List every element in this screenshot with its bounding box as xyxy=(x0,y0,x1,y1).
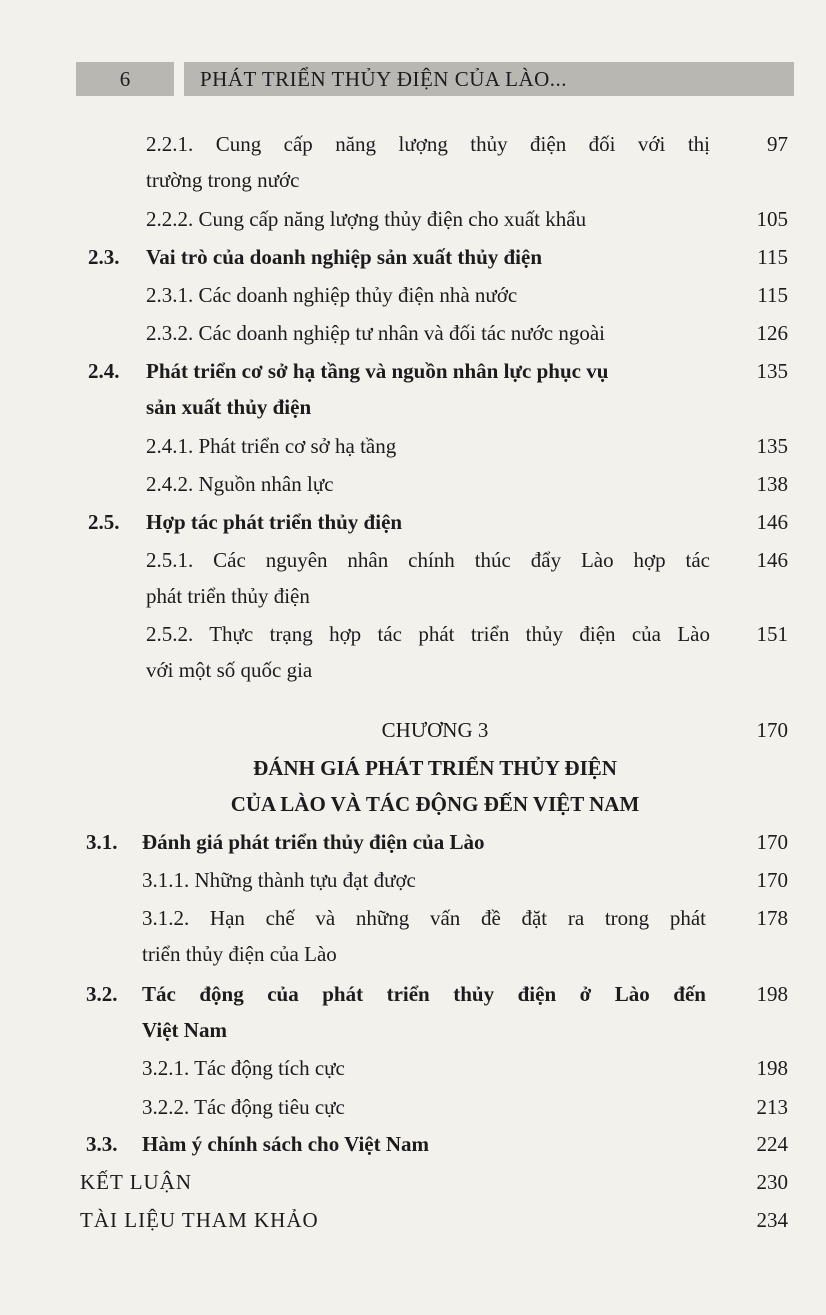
toc-page-3-1: 170 xyxy=(756,830,788,854)
toc-page-2-3-1: 115 xyxy=(757,283,788,307)
toc-page-3-2: 198 xyxy=(756,982,788,1006)
toc-page-2-2-2: 105 xyxy=(756,207,788,231)
toc-page-3-3: 224 xyxy=(756,1132,788,1156)
toc-entry-2-5-2-line2: với một số quốc gia xyxy=(146,658,313,682)
toc-section-3-2-line2: Việt Nam xyxy=(142,1018,227,1042)
toc-page-3-2-2: 213 xyxy=(756,1095,788,1119)
toc-page-2-3: 115 xyxy=(757,245,788,269)
toc-entry-2-4-2: 2.4.2. Nguồn nhân lực xyxy=(146,472,334,496)
toc-entry-2-4-1: 2.4.1. Phát triển cơ sở hạ tầng xyxy=(146,434,397,458)
toc-entry-2-2-2: 2.2.2. Cung cấp năng lượng thủy điện cho xuất khẩu xyxy=(146,207,587,231)
toc-section-number: 3.3. xyxy=(86,1132,118,1156)
toc-section-number: 2.4. xyxy=(88,359,120,383)
toc-entry-3-1-1: 3.1.1. Những thành tựu đạt được xyxy=(142,868,416,892)
toc-entry-3-1-2-line2: triển thủy điện của Lào xyxy=(142,942,337,966)
toc-section-number: 2.3. xyxy=(88,245,120,269)
running-header xyxy=(76,62,794,96)
toc-page-3-1-2: 178 xyxy=(756,906,788,930)
toc-entry-2-5-1-line1: 2.5.1. Các nguyên nhân chính thúc đẩy Lào hợp tác xyxy=(146,548,710,572)
toc-section-number: 2.5. xyxy=(88,510,120,534)
toc-section-3-2-line1: Tác động của phát triển thủy điện ở Lào đến xyxy=(142,982,706,1006)
toc-entry-2-5-1-line2: phát triển thủy điện xyxy=(146,584,310,608)
toc-page-2-4-2: 138 xyxy=(756,472,788,496)
toc-entry-2-2-1-line1: 2.2.1. Cung cấp năng lượng thủy điện đối với thị xyxy=(146,132,710,156)
toc-section-2-3: Vai trò của doanh nghiệp sản xuất thủy điện xyxy=(146,245,543,269)
toc-page-conclusion: 230 xyxy=(756,1170,788,1194)
chapter-3-heading: CHƯƠNG 3 xyxy=(381,718,489,742)
toc-page-2-4: 135 xyxy=(756,359,788,383)
toc-entry-3-2-1: 3.2.1. Tác động tích cực xyxy=(142,1056,345,1080)
toc-page-2-5-2: 151 xyxy=(756,622,788,646)
header-gap xyxy=(174,62,184,96)
toc-section-2-4-line1: Phát triển cơ sở hạ tầng và nguồn nhân lực phục vụ xyxy=(146,359,609,383)
toc-entry-2-3-1: 2.3.1. Các doanh nghiệp thủy điện nhà nước xyxy=(146,283,518,307)
page-number: 6 xyxy=(76,62,174,96)
toc-section-number: 3.1. xyxy=(86,830,118,854)
toc-section-3-1: Đánh giá phát triển thủy điện của Lào xyxy=(142,830,485,854)
running-title: PHÁT TRIỂN THỦY ĐIỆN CỦA LÀO... xyxy=(184,62,794,96)
toc-page-chapter-3: 170 xyxy=(756,718,788,742)
toc-page-2-4-1: 135 xyxy=(756,434,788,458)
toc-entry-3-1-2-line1: 3.1.2. Hạn chế và những vấn đề đặt ra trong phát xyxy=(142,906,706,930)
toc-page-2-3-2: 126 xyxy=(756,321,788,345)
toc-section-2-5: Hợp tác phát triển thủy điện xyxy=(146,510,403,534)
chapter-3-title-line2: CỦA LÀO VÀ TÁC ĐỘNG ĐẾN VIỆT NAM xyxy=(230,792,640,816)
toc-references: TÀI LIỆU THAM KHẢO xyxy=(80,1208,319,1232)
toc-page-3-2-1: 198 xyxy=(756,1056,788,1080)
toc-entry-3-2-2: 3.2.2. Tác động tiêu cực xyxy=(142,1095,345,1119)
toc-section-3-3: Hàm ý chính sách cho Việt Nam xyxy=(142,1132,430,1156)
toc-section-number: 3.2. xyxy=(86,982,118,1006)
toc-page-2-5-1: 146 xyxy=(756,548,788,572)
toc-entry-2-3-2: 2.3.2. Các doanh nghiệp tư nhân và đối tác nước ngoài xyxy=(146,321,606,345)
toc-section-2-4-line2: sản xuất thủy điện xyxy=(146,395,312,419)
toc-entry-2-2-1-line2: trường trong nước xyxy=(146,168,300,192)
toc-page-2-5: 146 xyxy=(756,510,788,534)
toc-page-3-1-1: 170 xyxy=(756,868,788,892)
toc-entry-2-5-2-line1: 2.5.2. Thực trạng hợp tác phát triển thủy điện của Lào xyxy=(146,622,710,646)
chapter-3-title-line1: ĐÁNH GIÁ PHÁT TRIỂN THỦY ĐIỆN xyxy=(253,756,617,780)
toc-page-2-2-1: 97 xyxy=(767,132,788,156)
toc-page-references: 234 xyxy=(756,1208,788,1232)
toc-conclusion: KẾT LUẬN xyxy=(80,1170,193,1194)
